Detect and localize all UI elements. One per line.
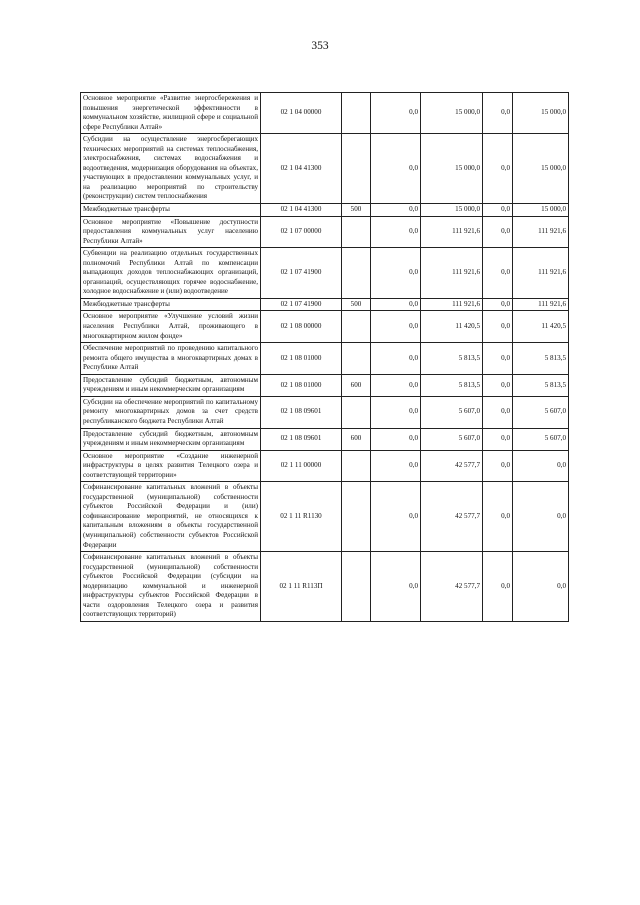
table-row — [81, 216, 569, 248]
budget-table-body — [81, 93, 569, 622]
row-value-1: 0,0 — [371, 248, 421, 299]
row-name: Софинансирование капитальных вложений в объекты государственной (муниципальной) собственности субъектов Российской Федерации (субсидии на модернизацию коммунальной и инженерной инфраструктуры субъектов Российской Федерации в части оздоровления Телецкого озера и развития соответствующих территорий) — [81, 552, 261, 622]
row-name: Основное мероприятие «Повышение доступности предоставления коммунальных услуг населению Республики Алтай» — [81, 216, 261, 248]
row-name: Основное мероприятие «Создание инженерной инфраструктуры в целях развития Телецкого озера и соответствующей территории» — [81, 450, 261, 482]
row-value-3: 0,0 — [483, 450, 513, 482]
table-row — [81, 450, 569, 482]
row-value-1: 0,0 — [371, 374, 421, 396]
row-value-4: 5 607,0 — [513, 396, 569, 428]
row-value-1: 0,0 — [371, 311, 421, 343]
row-value-3: 0,0 — [483, 396, 513, 428]
row-value-1: 0,0 — [371, 93, 421, 134]
row-expense-type — [342, 134, 371, 204]
table-row — [81, 204, 569, 217]
row-value-4: 5 813,5 — [513, 343, 569, 375]
row-value-3: 0,0 — [483, 343, 513, 375]
row-value-2: 11 420,5 — [421, 311, 483, 343]
row-value-4: 0,0 — [513, 552, 569, 622]
row-code: 02 1 11 R1130 — [261, 482, 342, 552]
row-expense-type — [342, 552, 371, 622]
row-name: Основное мероприятие «Улучшение условий жизни населения Республики Алтай, проживающего в многоквартирном жилом фонде» — [81, 311, 261, 343]
row-code: 02 1 08 01000 — [261, 374, 342, 396]
row-expense-type: 500 — [342, 298, 371, 311]
row-value-1: 0,0 — [371, 396, 421, 428]
budget-table — [80, 92, 569, 622]
row-expense-type: 500 — [342, 204, 371, 217]
row-value-1: 0,0 — [371, 450, 421, 482]
row-value-3: 0,0 — [483, 204, 513, 217]
row-value-3: 0,0 — [483, 374, 513, 396]
row-value-1: 0,0 — [371, 428, 421, 450]
table-row — [81, 396, 569, 428]
row-expense-type — [342, 396, 371, 428]
row-value-4: 11 420,5 — [513, 311, 569, 343]
row-value-2: 5 607,0 — [421, 396, 483, 428]
row-value-3: 0,0 — [483, 482, 513, 552]
row-expense-type — [342, 450, 371, 482]
row-name: Основное мероприятие «Развитие энергосбережения и повышения энергетической эффективности в коммунальном хозяйстве, жилищной сфере и социальной сфере Республики Алтай» — [81, 93, 261, 134]
row-expense-type — [342, 343, 371, 375]
row-value-1: 0,0 — [371, 204, 421, 217]
row-name: Межбюджетные трансферты — [81, 204, 261, 217]
row-name: Предоставление субсидий бюджетным, автономным учреждениям и иным некоммерческим организациям — [81, 428, 261, 450]
row-value-4: 15 000,0 — [513, 93, 569, 134]
row-value-2: 111 921,6 — [421, 216, 483, 248]
table-row — [81, 343, 569, 375]
row-code: 02 1 07 41900 — [261, 248, 342, 299]
table-row — [81, 482, 569, 552]
row-value-1: 0,0 — [371, 216, 421, 248]
row-value-1: 0,0 — [371, 134, 421, 204]
row-value-3: 0,0 — [483, 311, 513, 343]
page-number: 353 — [311, 40, 329, 52]
row-value-4: 15 000,0 — [513, 134, 569, 204]
row-code: 02 1 08 01000 — [261, 343, 342, 375]
row-name: Межбюджетные трансферты — [81, 298, 261, 311]
table-row — [81, 428, 569, 450]
table-row — [81, 248, 569, 299]
table-row — [81, 93, 569, 134]
row-value-4: 15 000,0 — [513, 204, 569, 217]
row-value-4: 111 921,6 — [513, 248, 569, 299]
row-value-4: 5 607,0 — [513, 428, 569, 450]
row-code: 02 1 04 00000 — [261, 93, 342, 134]
row-value-3: 0,0 — [483, 248, 513, 299]
row-value-2: 15 000,0 — [421, 93, 483, 134]
row-value-3: 0,0 — [483, 216, 513, 248]
row-expense-type — [342, 216, 371, 248]
row-expense-type — [342, 482, 371, 552]
row-expense-type: 600 — [342, 428, 371, 450]
row-code: 02 1 04 41300 — [261, 134, 342, 204]
row-name: Субвенции на реализацию отдельных государственных полномочий Республики Алтай по компенсации выпадающих доходов теплоснабжающих организаций, организаций, осуществляющих горячее водоснабжение, холодное водоснабжение и (или) водоотведение — [81, 248, 261, 299]
row-value-3: 0,0 — [483, 298, 513, 311]
row-value-4: 111 921,6 — [513, 298, 569, 311]
row-expense-type: 600 — [342, 374, 371, 396]
row-value-1: 0,0 — [371, 552, 421, 622]
row-value-1: 0,0 — [371, 298, 421, 311]
row-value-2: 42 577,7 — [421, 482, 483, 552]
row-value-4: 5 813,5 — [513, 374, 569, 396]
row-value-3: 0,0 — [483, 428, 513, 450]
row-value-3: 0,0 — [483, 134, 513, 204]
row-code: 02 1 07 41900 — [261, 298, 342, 311]
row-value-4: 0,0 — [513, 482, 569, 552]
table-row — [81, 134, 569, 204]
table-row — [81, 298, 569, 311]
row-expense-type — [342, 248, 371, 299]
row-value-1: 0,0 — [371, 343, 421, 375]
row-name: Предоставление субсидий бюджетным, автономным учреждениям и иным некоммерческим организациям — [81, 374, 261, 396]
row-value-2: 15 000,0 — [421, 134, 483, 204]
row-name: Обеспечение мероприятий по проведению капитального ремонта общего имущества в многоквартирных домах в Республике Алтай — [81, 343, 261, 375]
row-code: 02 1 08 09601 — [261, 396, 342, 428]
row-value-4: 0,0 — [513, 450, 569, 482]
row-code: 02 1 08 09601 — [261, 428, 342, 450]
row-code: 02 1 07 00000 — [261, 216, 342, 248]
row-code: 02 1 04 41300 — [261, 204, 342, 217]
row-expense-type — [342, 93, 371, 134]
row-name: Субсидии на осуществление энергосберегающих технических мероприятий на системах теплоснабжения, электроснабжения, системах водоснабжения и водоотведения, модернизация оборудования на объектах, участвующих в предоставлении коммунальных услуг, и на реализацию мероприятий по строительству (реконструкции) систем теплоснабжения — [81, 134, 261, 204]
row-value-2: 5 813,5 — [421, 374, 483, 396]
table-row — [81, 311, 569, 343]
table-row — [81, 552, 569, 622]
row-code: 02 1 08 00000 — [261, 311, 342, 343]
row-value-2: 42 577,7 — [421, 450, 483, 482]
row-code: 02 1 11 00000 — [261, 450, 342, 482]
row-value-2: 42 577,7 — [421, 552, 483, 622]
row-name: Софинансирование капитальных вложений в объекты государственной (муниципальной) собственности субъектов Российской Федерации и (или) софинансирование мероприятий, не относящихся к капитальным вложениям в объекты государственной (муниципальной) собственности субъектов Российской Федерации — [81, 482, 261, 552]
row-code: 02 1 11 R113П — [261, 552, 342, 622]
row-value-3: 0,0 — [483, 93, 513, 134]
row-value-2: 111 921,6 — [421, 248, 483, 299]
row-value-2: 5 607,0 — [421, 428, 483, 450]
row-value-2: 111 921,6 — [421, 298, 483, 311]
row-value-4: 111 921,6 — [513, 216, 569, 248]
row-expense-type — [342, 311, 371, 343]
row-value-1: 0,0 — [371, 482, 421, 552]
row-value-2: 5 813,5 — [421, 343, 483, 375]
table-row — [81, 374, 569, 396]
row-value-2: 15 000,0 — [421, 204, 483, 217]
row-value-3: 0,0 — [483, 552, 513, 622]
row-name: Субсидии на обеспечение мероприятий по капитальному ремонту многоквартирных домов за счет средств республиканского бюджета Республики Алтай — [81, 396, 261, 428]
